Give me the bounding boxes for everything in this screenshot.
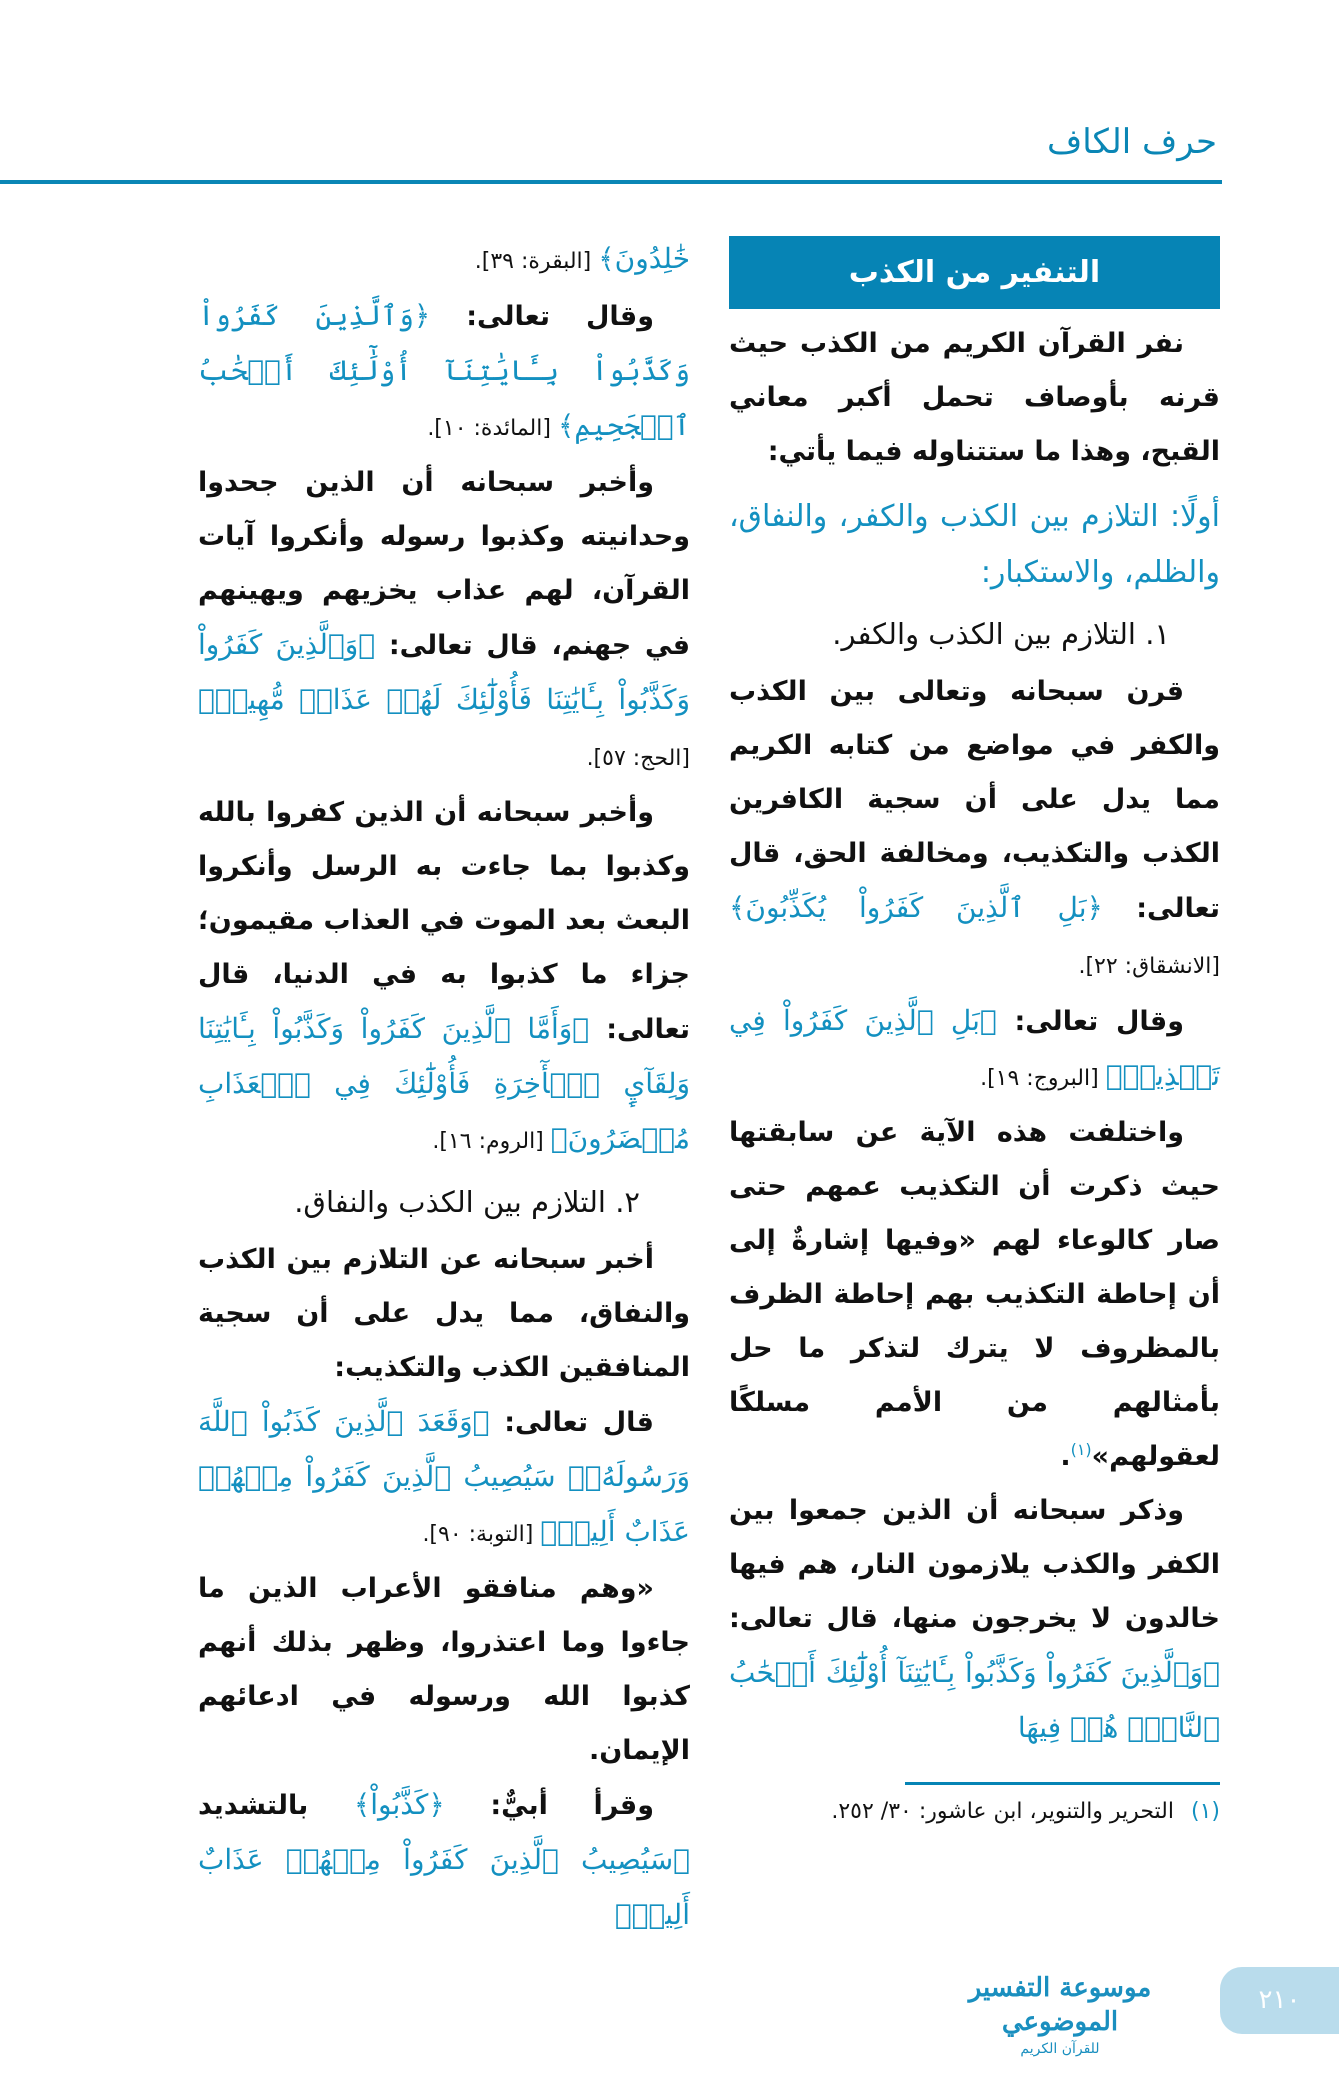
verse-reference: [التوبة: ٩٠]. [422,1522,541,1547]
body-text: وقرأ أبيٌّ: [444,1790,654,1821]
quran-verse: ﴿وَأَمَّا ٱلَّذِينَ كَفَرُواْ وَكَذَّبُواْ بِـَٔايَٰتِنَا وَلِقَآيِٕ ٱلۡأٓخِرَةِ فَأُوْلَٰٓئِكَ فِي ٱلۡعَذَابِ مُحۡضَرُونَ﴾ [198,1012,690,1155]
body-text: وأخبر سبحانه أن الذين جحدوا وحدانيته وكذبوا رسوله وأنكروا آيات القرآن، لهم عذاب يخزيهم ويهينهم في جهنم، قال تعالى: [198,467,691,661]
verse-reference: [البروج: ١٩]. [980,1066,1106,1091]
paragraph [198,1778,690,1943]
paragraph [198,1562,690,1778]
verse-reference: [الحج: ٥٧]. [586,746,690,771]
page-header [0,0,1339,236]
quran-verse: ﴿وَٱلَّذِينَ كَفَرُواْ وَكَذَّبُواْ بِـَٔايَٰتِنَآ أُوْلَٰٓئِكَ أَصۡحَٰبُ ٱلنَّارِۖ هُمۡ فِيهَا [729,1656,1220,1744]
body-text: ١. التلازم بين الكذب والكفر. [832,617,1170,651]
header-divider [0,180,1222,184]
subheading [729,489,1220,601]
quran-verse: ﴿سَيُصِيبُ ٱلَّذِينَ كَفَرُواْ مِنۡهُمۡ عَذَابٌ أَلِيمٞ﴾ [198,1843,690,1931]
left-column-body [198,232,690,1943]
verse-reference: [البقرة: ٣٩]. [474,249,599,274]
body-text: وأخبر سبحانه أن الذين كفروا بالله وكذبوا بما جاءت به الرسل وأنكروا البعث بعد الموت في العذاب مقيمون؛ جزاء ما كذبوا به في الدنيا، قال تعالى: [198,797,691,1045]
right-column [729,236,1220,1829]
verse-reference: [الروم: ١٦]. [432,1129,551,1154]
footnote-divider [905,1782,1220,1785]
body-text: أولًا: التلازم بين الكذب والكفر، والنفاق، والظلم، والاستكبار: [729,499,1220,590]
page-footer [0,1967,1339,2077]
paragraph [198,1395,690,1562]
paragraph [729,1106,1220,1484]
verse-reference: [الانشقاق: ٢٢]. [1078,954,1220,979]
subheading [198,1175,690,1229]
paragraph [198,786,690,1169]
page-number: ٢١٠ [1220,1967,1339,2034]
paragraph [729,994,1220,1106]
quran-verse: ﴿بَلِ ٱلَّذِينَ كَفَرُواْ فِي تَكۡذِيبٖ﴾ [729,1004,1220,1092]
paragraph [729,317,1220,479]
body-text: قال تعالى: [489,1407,654,1438]
footnote-marker[interactable]: (١) [1070,1440,1092,1459]
paragraph [729,665,1220,994]
verse-reference: [المائدة: ١٠]. [427,416,558,441]
paragraph [198,1233,690,1395]
paragraph [198,456,690,786]
body-text: ٢. التلازم بين الكذب والنفاق. [294,1185,640,1219]
body-text: «وهم منافقو الأعراب الذين ما جاءوا وما اعتذروا، وظهر بذلك أنهم كذبوا الله ورسوله في ادعائهم الإيمان. [198,1573,690,1766]
logo-title: موسوعة التفسير الموضوعي [968,1973,1152,2037]
encyclopedia-logo [930,1971,1190,2059]
body-text: قرن سبحانه وتعالى بين الكذب والكفر في مواضع من كتابه الكريم مما يدل على أن سجية الكافرين الكذب والتكذيب، ومخالفة الحق، قال تعالى: [729,676,1220,924]
paragraph [198,289,690,456]
right-column-body [729,317,1220,1756]
section-title: التنفير من الكذب [729,236,1220,309]
chapter-title: حرف الكاف [1046,122,1217,162]
quran-verse: ﴿بَلِ ٱلَّذِينَ كَفَرُواْ يُكَذِّبُونَ﴾ [729,891,1103,924]
body-text: نفر القرآن الكريم من الكذب حيث قرنه بأوصاف تحمل أكبر معاني القبح، وهذا ما ستتناوله فيما يأتي: [729,328,1220,467]
footnote-number: (١) [1190,1799,1220,1824]
logo-subtitle: للقرآن الكريم [1020,2041,1100,2057]
footnote-text: التحرير والتنوير، ابن عاشور: ٣٠/ ٢٥٢. [831,1799,1174,1824]
footnote [729,1795,1220,1829]
subheading [729,607,1220,661]
paragraph [198,232,690,289]
body-text: وذكر سبحانه أن الذين جمعوا بين الكفر والكذب يلازمون النار، هم فيها خالدون لا يخرجون منها، قال تعالى: [729,1495,1220,1634]
body-text: . [1060,1441,1071,1472]
body-text: بالتشديد [198,1790,354,1821]
body-text: أخبر سبحانه عن التلازم بين الكذب والنفاق، مما يدل على أن سجية المنافقين الكذب والتكذيب: [198,1244,690,1383]
left-column [198,232,690,1943]
body-text: وقال تعالى: [996,1006,1184,1037]
quran-verse: خَٰلِدُونَ﴾ [598,242,690,275]
body-text: وقال تعالى: [430,301,654,332]
paragraph [729,1484,1220,1756]
columns [0,236,1339,1943]
quran-verse: ﴿وَٱلَّذِينَ كَفَرُواْ وَكَذَّبُواْ بِـَٔايَٰتِنَا فَأُوْلَٰٓئِكَ لَهُمۡ عَذَابٞ مُّهِينٞ﴾ [198,628,690,716]
quran-verse: ﴿وَٱلَّذِينَ كَفَرُواْ وَكَذَّبُواْ بِـَٔايَٰتِنَآ أُوْلَٰٓئِكَ أَصۡحَٰبُ ٱلۡجَحِيمِ﴾ [198,299,690,442]
quran-verse: ﴿كَذَّبُواْ﴾ [353,1788,445,1821]
quran-verse: ﴿وَقَعَدَ ٱلَّذِينَ كَذَبُواْ ٱللَّهَ وَرَسُولَهُۥۚ سَيُصِيبُ ٱلَّذِينَ كَفَرُواْ مِنۡهُمۡ عَذَابٌ أَلِيمٞ﴾ [198,1405,690,1548]
body-text: واختلفت هذه الآية عن سابقتها حيث ذكرت أن التكذيب عمهم حتى صار كالوعاء لهم «وفيها إشارةٌ إلى أن إحاطة التكذيب بهم إحاطة الظرف بالمظروف لا يترك لتذكر ما حل بأمثالهم من الأمم مسلكًا لعقولهم» [729,1117,1220,1472]
